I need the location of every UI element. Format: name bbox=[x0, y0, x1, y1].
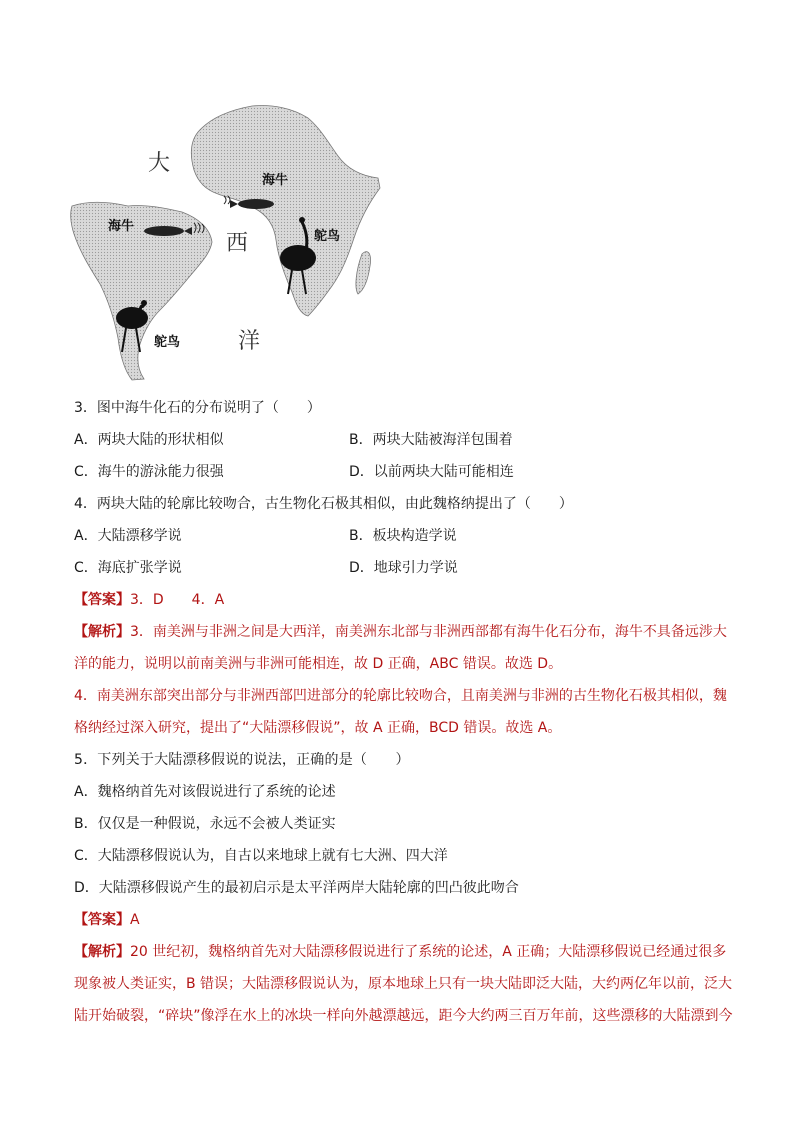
continent-map bbox=[70, 104, 382, 382]
q4-option-c: C．海底扩张学说 bbox=[74, 560, 182, 576]
analysis-block-1-line-4: 格纳经过深入研究，提出了“大陆漂移假说”，故 A 正确，BCD 错误。故选 A。 bbox=[74, 720, 562, 736]
analysis-tag: 【解析】 bbox=[74, 944, 130, 960]
q3-option-b: B．两块大陆被海洋包围着 bbox=[349, 432, 513, 448]
ocean-char-1: 大 bbox=[148, 151, 171, 176]
q3-option-c: C．海牛的游泳能力很强 bbox=[74, 464, 224, 480]
analysis-text: 3．南美洲与非洲之间是大西洋，南美洲东北部与非洲西部都有海牛化石分布，海牛不具备远涉大 bbox=[130, 624, 727, 640]
q5-option-b: B．仅仅是一种假说，永远不会被人类证实 bbox=[74, 816, 336, 832]
analysis-text: 20 世纪初，魏格纳首先对大陆漂移假说进行了系统的论述，A 正确；大陆漂移假说已经通过很多 bbox=[130, 944, 727, 960]
q5-option-d: D．大陆漂移假说产生的最初启示是太平洋两岸大陆轮廓的凹凸彼此吻合 bbox=[74, 880, 519, 896]
analysis-block-2-line-2: 现象被人类证实，B 错误；大陆漂移假说认为，原本地球上只有一块大陆即泛大陆，大约两亿年以前，泛大 bbox=[74, 976, 733, 992]
ocean-char-3: 洋 bbox=[238, 329, 261, 354]
analysis-tag: 【解析】 bbox=[74, 624, 130, 640]
q4-option-d: D．地球引力学说 bbox=[349, 560, 458, 576]
answer-tag: 【答案】 bbox=[74, 592, 130, 608]
madagascar-shape bbox=[356, 252, 371, 294]
answer-tag: 【答案】 bbox=[74, 912, 130, 928]
q4-option-b: B．板块构造学说 bbox=[349, 528, 457, 544]
q4-option-a: A．大陆漂移学说 bbox=[74, 528, 182, 544]
q5-option-a: A．魏格纳首先对该假说进行了系统的论述 bbox=[74, 784, 336, 800]
africa-shape bbox=[191, 106, 380, 317]
analysis-block-1-line-2: 洋的能力，说明以前南美洲与非洲可能相连，故 D 正确，ABC 错误。故选 D。 bbox=[74, 656, 563, 672]
analysis-block-2-line-1 bbox=[74, 942, 726, 962]
q5-stem: 5．下列关于大陆漂移假说的说法，正确的是（ ） bbox=[74, 752, 410, 768]
q3-option-a: A．两块大陆的形状相似 bbox=[74, 432, 224, 448]
analysis-block-1-line-3: 4．南美洲东部突出部分与非洲西部凹进部分的轮廓比较吻合，且南美洲与非洲的古生物化石极其相似，魏 bbox=[74, 688, 727, 704]
answer-text: 3．D 4．A bbox=[130, 592, 225, 608]
analysis-block-1-line-1 bbox=[74, 622, 727, 642]
answer-block-1 bbox=[74, 590, 224, 610]
ocean-char-2: 西 bbox=[226, 231, 249, 256]
label-manatee-south-america: 海牛 bbox=[108, 219, 135, 234]
q5-option-c: C．大陆漂移假说认为，自古以来地球上就有七大洲、四大洋 bbox=[74, 848, 448, 864]
q3-stem: 3．图中海牛化石的分布说明了（ ） bbox=[74, 400, 321, 416]
label-manatee-africa: 海牛 bbox=[262, 173, 289, 188]
label-ostrich-south-america: 鸵鸟 bbox=[154, 335, 181, 350]
q4-stem: 4．两块大陆的轮廓比较吻合，古生物化石极其相似，由此魏格纳提出了（ ） bbox=[74, 496, 573, 512]
q3-option-d: D．以前两块大陆可能相连 bbox=[349, 464, 514, 480]
analysis-block-2-line-3: 陆开始破裂，“碎块”像浮在水上的冰块一样向外越漂越远，距今大约两三百万年前，这些漂移的大陆漂到今 bbox=[74, 1008, 733, 1024]
answer-block-2 bbox=[74, 910, 140, 930]
answer-text: A bbox=[130, 912, 140, 928]
label-ostrich-africa: 鸵鸟 bbox=[314, 229, 341, 244]
